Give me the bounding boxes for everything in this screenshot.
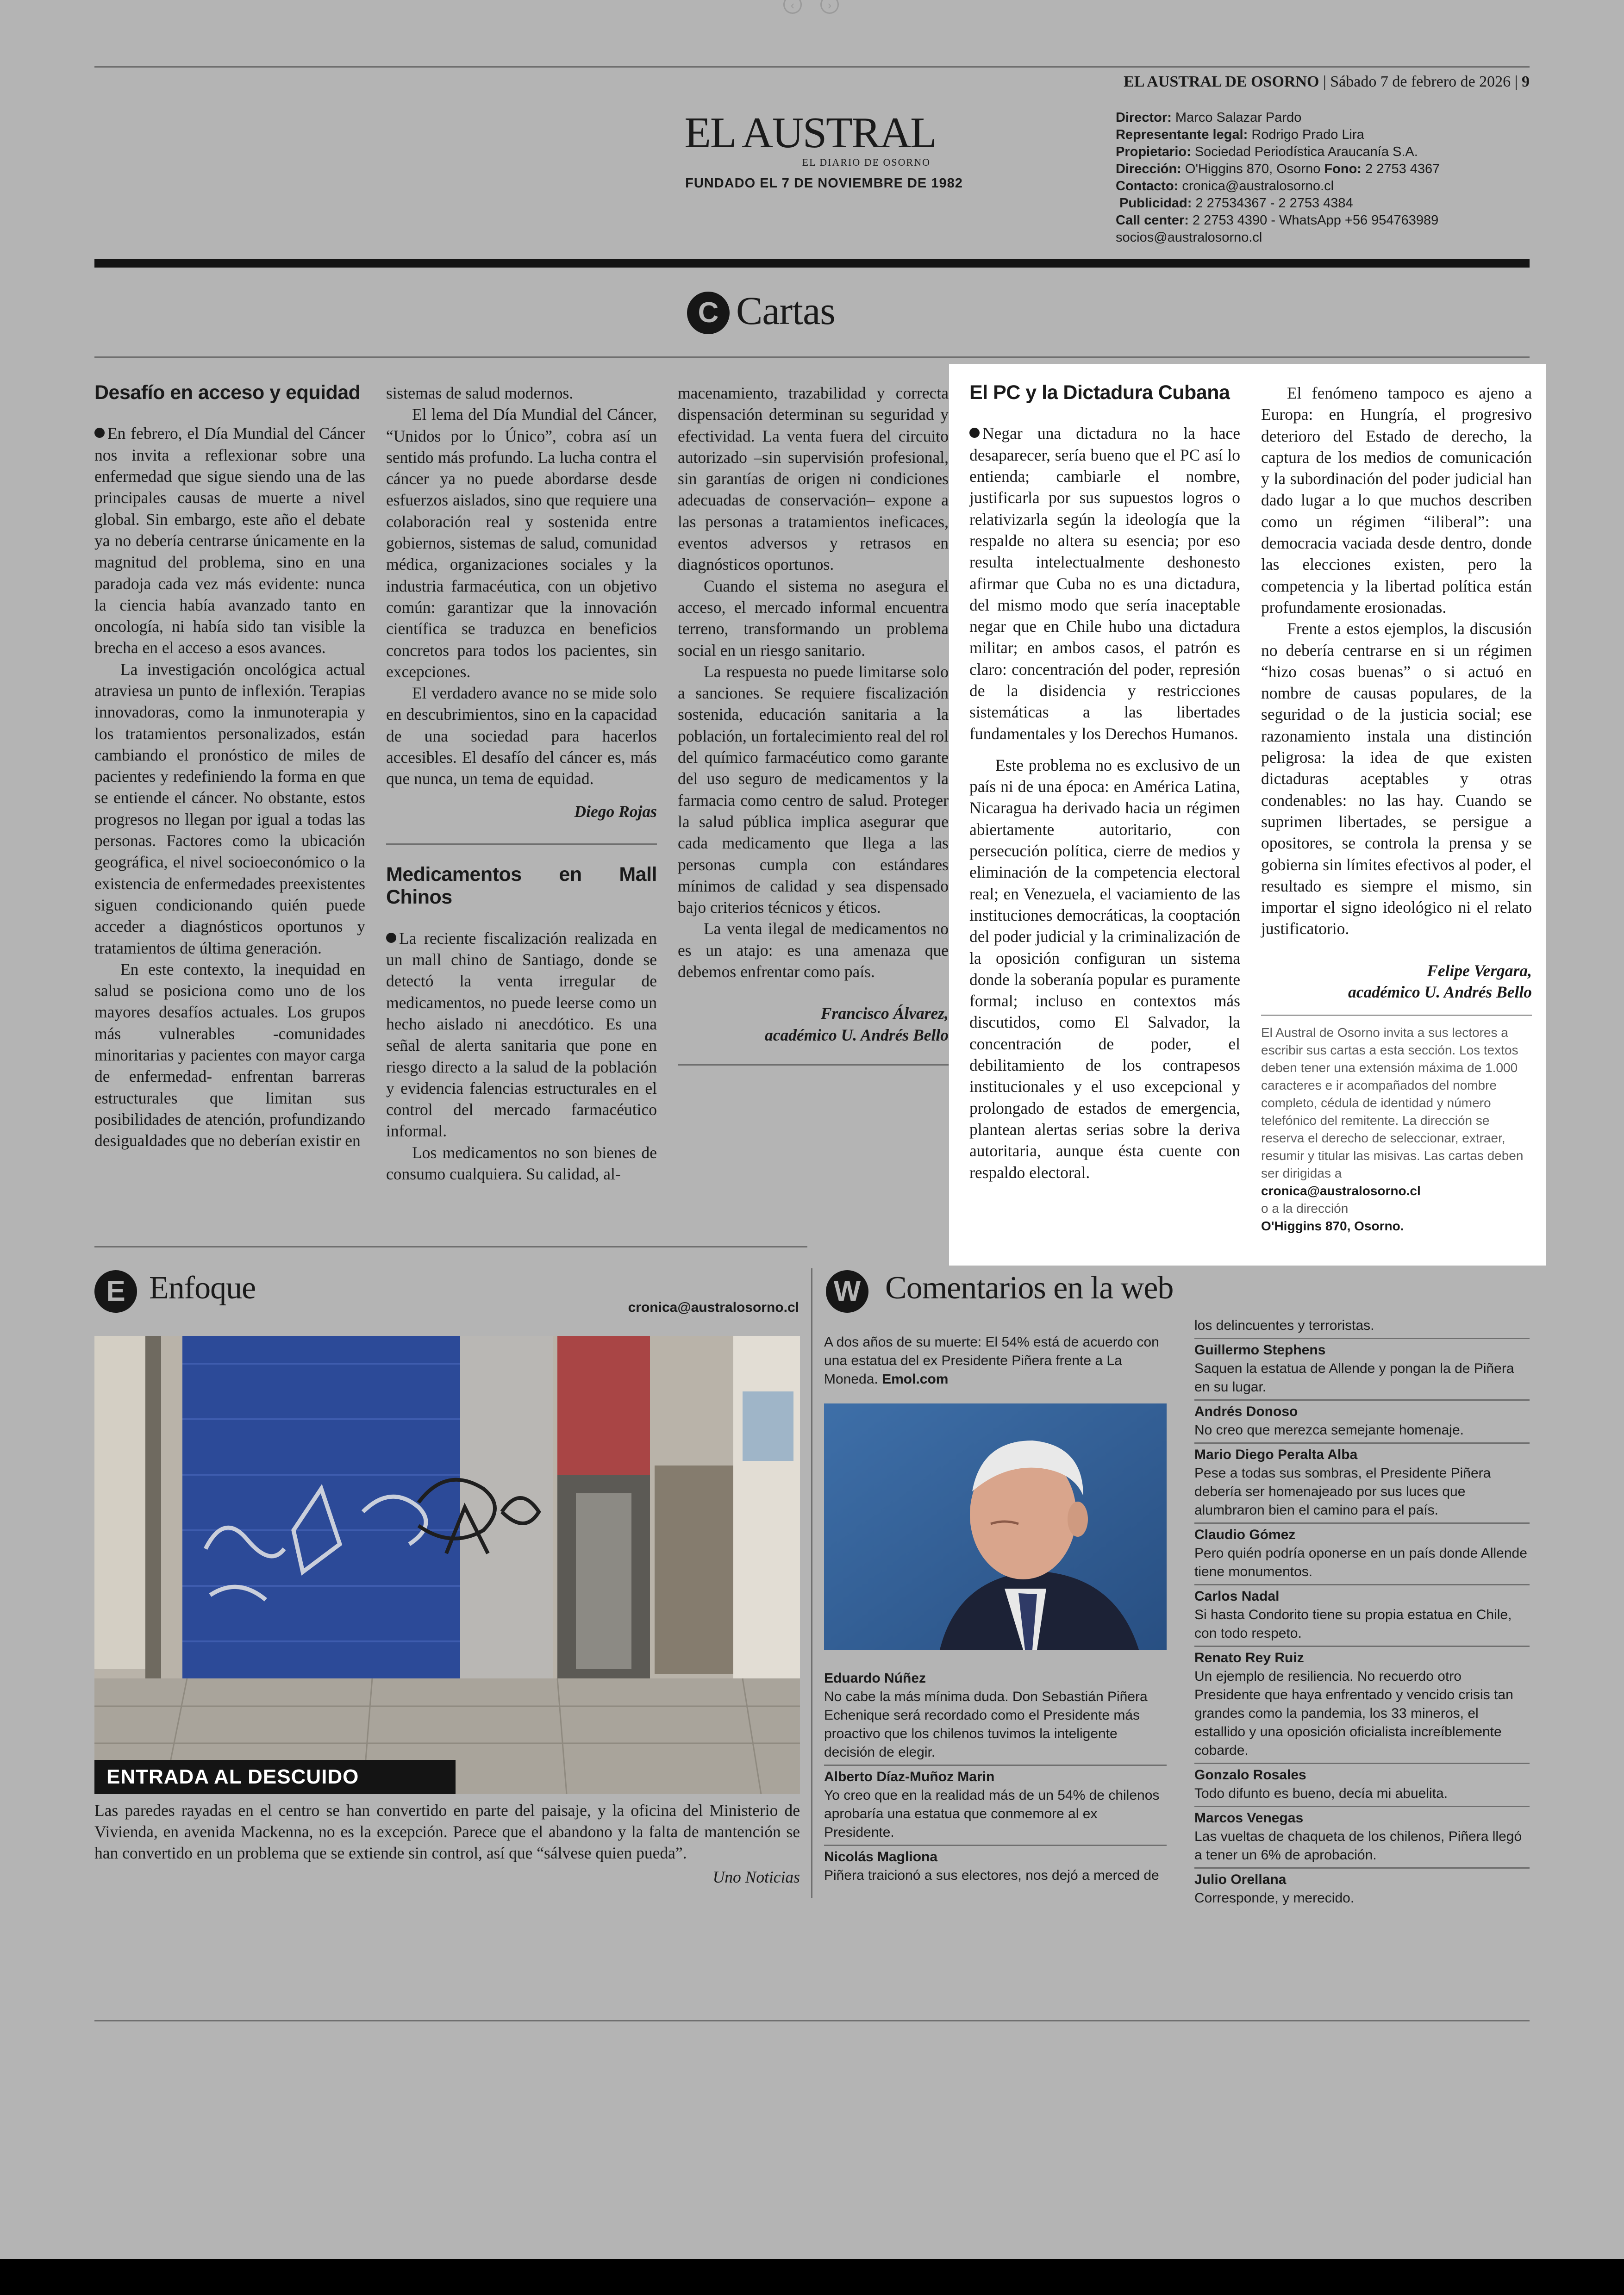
credit-value: O'Higgins 870, Osorno — [1185, 162, 1321, 176]
credits-box — [1116, 109, 1440, 246]
letter-signature: Francisco Álvarez, — [820, 1004, 949, 1023]
letter-paragraph: En este contexto, la inequidad en salud se posiciona como uno de los mayores desafíos actuales. Los grupos más vulnerables -comunidades minoritarias y pacientes con mayor carga de enfermedad- enfrentan barreras estructurales que limitan sus posibilidades de atención, profundizando desigualdades que no deberían existir en — [94, 960, 365, 1150]
credit-label: Contacto: — [1116, 179, 1179, 193]
comment-author: Nicolás Magliona — [824, 1849, 938, 1865]
credit-line — [1116, 178, 1440, 195]
logo-subtitle: EL DIARIO DE OSORNO — [802, 156, 931, 168]
comment-item — [1194, 1585, 1530, 1647]
letter-heading: Medicamentos en Mall Chinos — [386, 863, 657, 909]
comment-item — [1194, 1869, 1530, 1908]
comment-text: Saquen la estatua de Allende y pongan la de Piñera en su lugar. — [1194, 1361, 1514, 1395]
letter-paragraph: Los medicamentos no son bienes de consumo cualquiera. Su calidad, al- — [386, 1143, 657, 1184]
intro-source-link[interactable]: Emol.com — [882, 1372, 949, 1387]
letter-separator — [678, 1064, 949, 1066]
letter-column-3 — [678, 382, 949, 1084]
letter-paragraph: Este problema no es exclusivo de un país ni de una época: en América Latina, Nicaragua ha derivado hacia un régimen abiertamente autoritario, con persecución política, cierre de medios y eliminación de la competencia electoral real; en Venezuela, el vaciamiento de las instituciones democráticas, la cooptación del poder judicial y la criminalización de la oposición configuran un sistema donde la soberanía popular es puramente formal; incluso en contextos más discutidos, como El Salvador, la concentración de poder, el debilitamiento de los contrapesos institucionales y el uso excepcional y prolongado de estados de emergencia, plantean alertas serias sobre la deriva autoritaria, aunque ésta cuente con respaldo electoral. — [969, 755, 1240, 1182]
letter-paragraph — [386, 928, 657, 1142]
comment-text: Si hasta Condorito tiene su propia estatua en Chile, con todo respeto. — [1194, 1607, 1512, 1641]
logo-name: EL AUSTRAL — [684, 109, 936, 157]
enfoque-caption: Las paredes rayadas en el centro se han convertido en parte del paisaje, y la oficina del Ministerio de Vivienda, en avenida Mackenna, no es la excepción. Parece que el abandono y la falta de mantención se han convertido en un problema que se extiende sin control, así que “sálvese quien pueda”. — [94, 1801, 800, 1862]
letter-paragraph — [94, 423, 365, 658]
top-rule — [94, 66, 1530, 68]
comment-author: Carlos Nadal — [1194, 1589, 1280, 1604]
comment-text: No cabe la más mínima duda. Don Sebastián Piñera Echenique será recordado como el Presidente más proactivo que los chilenos tuvimos la inteligente decisión de elegir. — [824, 1689, 1148, 1760]
letter-signature: Diego Rojas — [574, 802, 657, 821]
masthead-thick-rule — [94, 259, 1530, 268]
comment-author: Andrés Donoso — [1194, 1404, 1298, 1419]
letter-heading: El PC y la Dictadura Cubana — [969, 381, 1230, 404]
letter-column-2 — [386, 382, 657, 1185]
comment-author: Marcos Venegas — [1194, 1810, 1304, 1826]
comment-text: Todo difunto es bueno, decía mi abuelita. — [1194, 1786, 1448, 1801]
bullet-icon — [94, 428, 105, 438]
contact-email[interactable]: cronica@australosorno.cl — [1182, 179, 1334, 193]
comments-list-right — [1194, 1315, 1530, 1908]
comment-author: Alberto Díaz-Muñoz Marin — [824, 1769, 995, 1784]
comment-item — [1194, 1444, 1530, 1524]
comments-intro — [824, 1333, 1167, 1389]
comment-author: Gonzalo Rosales — [1194, 1767, 1306, 1783]
credit-line — [1116, 229, 1440, 246]
members-email[interactable]: socios@australosorno.cl — [1116, 230, 1262, 245]
letter-column-1 — [94, 380, 365, 1152]
letter-paragraph: La investigación oncológica actual atraviesa un punto de inflexión. Terapias innovadoras, como la inmunoterapia y los tratamientos personalizados, están cambiando el pronóstico de miles de pacientes y redefiniendo la forma en que se entiende el cáncer. No obstante, estos progresos no llegan por igual a todas las personas. Factores como la ubicación geográfica, el nivel socioeconómico o la existencia de enfermedades preexistentes siguen condicionando quién puede acceder a diagnósticos oportunos y tratamientos de última generación. — [94, 660, 365, 957]
credit-label: Propietario: — [1116, 144, 1191, 159]
comment-item — [1194, 1764, 1530, 1807]
note-email-link[interactable]: cronica@australosorno.cl — [1261, 1184, 1421, 1198]
comment-text: Piñera traicionó a sus electores, nos dejó a merced de — [824, 1868, 1159, 1883]
comment-author: Guillermo Stephens — [1194, 1342, 1326, 1358]
credit-label: Dirección: — [1116, 162, 1181, 176]
enfoque-title: Enfoque — [149, 1270, 256, 1306]
letter-text: Negar una dictadura no la hace desaparecer, sería bueno que el PC así lo entienda; cambiarle el nombre, justificarla por sus supuestos logros o relativizarla según la ideología que la respalde no altera su esencia; por eso resulta intelectualmente deshonesto afirmar que Cuba no es una dictadura, del mismo modo que sería inaceptable negar que en Chile hubo una dictadura militar; en ambos casos, el patrón es claro: concentración del poder, represión de la disidencia y restricciones sistemáticas a las libertades fundamentales y los Derechos Humanos. — [969, 424, 1240, 743]
letter-paragraph: El verdadero avance no se mide solo en descubrimientos, sino en la capacidad de una sociedad para hacerlos accesibles. El desafío del cáncer es, más que nunca, un tema de equidad. — [386, 684, 657, 788]
pinera-portrait-image — [824, 1403, 1167, 1650]
intro-text: A dos años de su muerte: El 54% está de acuerdo con una estatua del ex Presidente Piñera frente a La Moneda. — [824, 1335, 1159, 1387]
enfoque-credit: Uno Noticias — [712, 1868, 800, 1886]
next-page-icon[interactable]: › — [820, 0, 839, 14]
comment-text: Las vueltas de chaqueta de los chilenos, Piñera llegó a tener un 6% de aprobación. — [1194, 1829, 1522, 1863]
credit-line — [1116, 195, 1440, 212]
enfoque-top-rule — [94, 1246, 807, 1247]
credit-label: Fono: — [1324, 162, 1362, 176]
comment-item — [1194, 1339, 1530, 1401]
note-text: El Austral de Osorno invita a sus lectores a escribir sus cartas a esta sección. Los textos deben tener una extensión máxima de 1.000 caracteres e ir acompañados del nombre completo, cédula de identidad y número telefónico del remitente. La dirección se reserva el derecho de seleccionar, extraer, resumir y titular las misivas. Las cartas deben ser dirigidas a — [1261, 1025, 1524, 1181]
comment-text: Un ejemplo de resiliencia. No recuerdo otro Presidente que haya enfrentado y vencido crisis tan grandes como la pandemia, los 33 mineros, el estallido y una oposición oficialista increíblemente cobarde. — [1194, 1669, 1513, 1758]
page-number: 9 — [1522, 73, 1530, 90]
folio: EL AUSTRAL DE OSORNO | Sábado 7 de febrero de 2026 | 9 — [1124, 73, 1530, 90]
cartas-badge-icon: C — [687, 292, 730, 334]
comment-author: Julio Orellana — [1194, 1872, 1287, 1887]
comment-item — [824, 1846, 1167, 1885]
letter-paragraph — [969, 423, 1240, 744]
letter-paragraph: El fenómeno tampoco es ajeno a Europa: en Hungría, el progresivo deterioro del Estado de derecho, la captura de los medios de comunicación y la subordinación del poder judicial han dado lugar a lo que muchos describen como un régimen “iliberal”: una democracia vaciada desde dentro, donde las elecciones existen, pero la competencia y la libertad política están profundamente erosionadas. — [1261, 384, 1532, 617]
credit-value: Marco Salazar Pardo — [1175, 110, 1302, 125]
comment-item — [1194, 1401, 1530, 1444]
credit-line — [1116, 212, 1440, 229]
letter-column-5 — [1261, 382, 1532, 1235]
enfoque-photo — [94, 1336, 800, 1794]
comment-text: Pese a todas sus sombras, el Presidente Piñera debería ser homenajeado por sus luces que alumbraron bien el camino para el país. — [1194, 1466, 1491, 1518]
credit-value: 2 2753 4367 — [1365, 162, 1440, 176]
letter-heading: Desafío en acceso y equidad — [94, 381, 361, 404]
credit-value: Sociedad Periodística Araucanía S.A. — [1194, 144, 1418, 159]
credit-value: 2 2753 4390 - WhatsApp +56 954763989 — [1193, 213, 1439, 228]
enfoque-badge-icon: E — [94, 1270, 137, 1313]
bottom-rule — [94, 2020, 1530, 2021]
comment-continuation: los delincuentes y terroristas. — [1194, 1315, 1530, 1339]
comment-text: Corresponde, y merecido. — [1194, 1890, 1355, 1906]
letter-paragraph: La respuesta no puede limitarse solo a sanciones. Se requiere fiscalización sostenida, educación sanitaria a la población, un fortalecimiento real del rol del químico farmacéutico como garante del uso seguro de medicamentos y la farmacia como centro de salud. Proteger la salud pública implica asegurar que cada medicamento que llega a las personas cumpla con estándares mínimos de calidad y sea dispensado bajo criterios técnicos y éticos. — [678, 662, 949, 917]
comment-author: Renato Rey Ruiz — [1194, 1650, 1304, 1665]
comment-item — [1194, 1647, 1530, 1764]
credit-value: 2 27534367 - 2 2753 4384 — [1195, 196, 1353, 211]
credit-label: Publicidad: — [1119, 196, 1192, 211]
letter-column-4 — [969, 380, 1240, 1183]
comments-title: Comentarios en la web — [885, 1270, 1174, 1306]
bottom-bar — [0, 2259, 1624, 2295]
letter-paragraph: Cuando el sistema no asegura el acceso, el mercado informal encuentra terreno, transformando un problema social en un riesgo sanitario. — [678, 576, 949, 660]
comment-item — [824, 1766, 1167, 1846]
credit-label: Representante legal: — [1116, 127, 1248, 142]
comment-author: Eduardo Núñez — [824, 1671, 926, 1686]
comment-item — [1194, 1807, 1530, 1869]
letter-paragraph: El lema del Día Mundial del Cáncer, “Unidos por lo Único”, cobra así un sentido más profundo. La lucha contra el cáncer ya no puede abordarse desde esfuerzos aislados, sino que requiere una colaboración real y sostenida entre gobiernos, sistemas de salud, comunidad médica, organizaciones sociales y la industria farmacéutica, con un objetivo común: garantizar que la innovación científica se traduzca en beneficios concretos para todos los pacientes, sin excepciones. — [386, 405, 657, 681]
comment-text: Pero quién podría oponerse en un país donde Allende tiene monumentos. — [1194, 1546, 1527, 1579]
letter-separator — [1261, 1015, 1532, 1016]
comment-item — [1194, 1524, 1530, 1585]
letter-paragraph: sistemas de salud modernos. — [386, 384, 574, 402]
comment-text: Yo creo que en la realidad más de un 54% de chilenos aprobaría una estatua que conmemore al ex Presidente. — [824, 1788, 1160, 1840]
bullet-icon — [386, 933, 396, 943]
credit-line — [1116, 161, 1440, 178]
credit-line — [1116, 109, 1440, 126]
newspaper-name: EL AUSTRAL DE OSORNO — [1124, 73, 1319, 90]
letter-signature: Felipe Vergara, — [1427, 961, 1532, 980]
comment-item — [824, 1667, 1167, 1766]
note-text: o a la dirección — [1261, 1201, 1349, 1216]
letter-affiliation: académico U. Andrés Bello — [764, 1025, 949, 1044]
credit-line — [1116, 126, 1440, 143]
building-graffiti-image — [94, 1336, 800, 1794]
letter-paragraph: Frente a estos ejemplos, la discusión no debería centrarse en si un régimen “hizo cosas buenas” o si actuó en nombre de causas populares, de la seguridad o de la justicia social; ese razonamiento instala una distinción peligrosa: la idea de que existen dictaduras aceptables y otras condenables: no las hay. Cuando se suprimen libertades, se persigue a opositores, se controla la prensa y se gobierna sin límites efectivos al poder, el resultado es siempre el mismo, sin importar el signo ideológico ni el relato justificatorio. — [1261, 619, 1532, 938]
issue-date: Sábado 7 de febrero de 2026 — [1330, 73, 1511, 90]
credit-label: Call center: — [1116, 213, 1189, 228]
founded-line: FUNDADO EL 7 DE NOVIEMBRE DE 1982 — [685, 176, 963, 191]
credit-label: Director: — [1116, 110, 1172, 125]
note-address: O'Higgins 870, Osorno. — [1261, 1219, 1404, 1234]
comment-text: No creo que merezca semejante homenaje. — [1194, 1422, 1464, 1438]
enfoque-email[interactable]: cronica@australosorno.cl — [628, 1300, 799, 1315]
comment-author: Mario Diego Peralta Alba — [1194, 1447, 1358, 1462]
letter-text: La reciente fiscalización realizada en un mall chino de Santiago, donde se detectó la venta irregular de medicamentos, no puede leerse como un hecho aislado ni anecdótico. Es una señal de alerta sanitaria que pone en riesgo directo a la salud de la población y evidencia falencias estructurales en el control del mercado farmacéutico informal. — [386, 929, 657, 1141]
comments-badge-icon: W — [826, 1270, 868, 1313]
pinera-photo — [824, 1403, 1167, 1650]
cartas-rule — [94, 356, 1530, 358]
letter-affiliation: académico U. Andrés Bello — [1348, 983, 1532, 1002]
newspaper-logo — [676, 111, 944, 168]
cartas-title: Cartas — [736, 288, 835, 333]
editorial-note — [1261, 1024, 1532, 1235]
letter-paragraph: La venta ilegal de medicamentos no es un atajo: es una amenaza que debemos enfrentar como país. — [678, 919, 949, 981]
credit-value: Rodrigo Prado Lira — [1251, 127, 1364, 142]
letter-text: En febrero, el Día Mundial del Cáncer nos invita a reflexionar sobre una enfermedad que sigue siendo una de las principales causas de muerte a nivel global. Sin embargo, este año el debate ya no debería centrarse únicamente en la magnitud del problema, sino en una paradoja cada vez más evidente: nunca la ciencia había avanzado tanto en oncología, ni había sido tan visible la brecha en el acceso a esos avances. — [94, 424, 365, 657]
letter-separator — [386, 843, 657, 845]
photo-label: ENTRADA AL DESCUIDO — [94, 1760, 456, 1794]
comments-list-left — [824, 1667, 1167, 1885]
previous-page-icon[interactable]: ‹ — [783, 0, 802, 14]
comment-author: Claudio Gómez — [1194, 1527, 1296, 1542]
bullet-icon — [969, 428, 980, 438]
credit-line — [1116, 143, 1440, 161]
letter-paragraph: macenamiento, trazabilidad y correcta dispensación determinan su seguridad y efectividad. La venta fuera del circuito autorizado –sin supervisión profesional, sin garantías de origen ni condiciones adecuadas de conservación– expone a las personas a tratamientos ineficaces, eventos adversos y retrasos en diagnósticos oportunos. — [678, 384, 949, 574]
column-divider — [811, 1268, 812, 1898]
